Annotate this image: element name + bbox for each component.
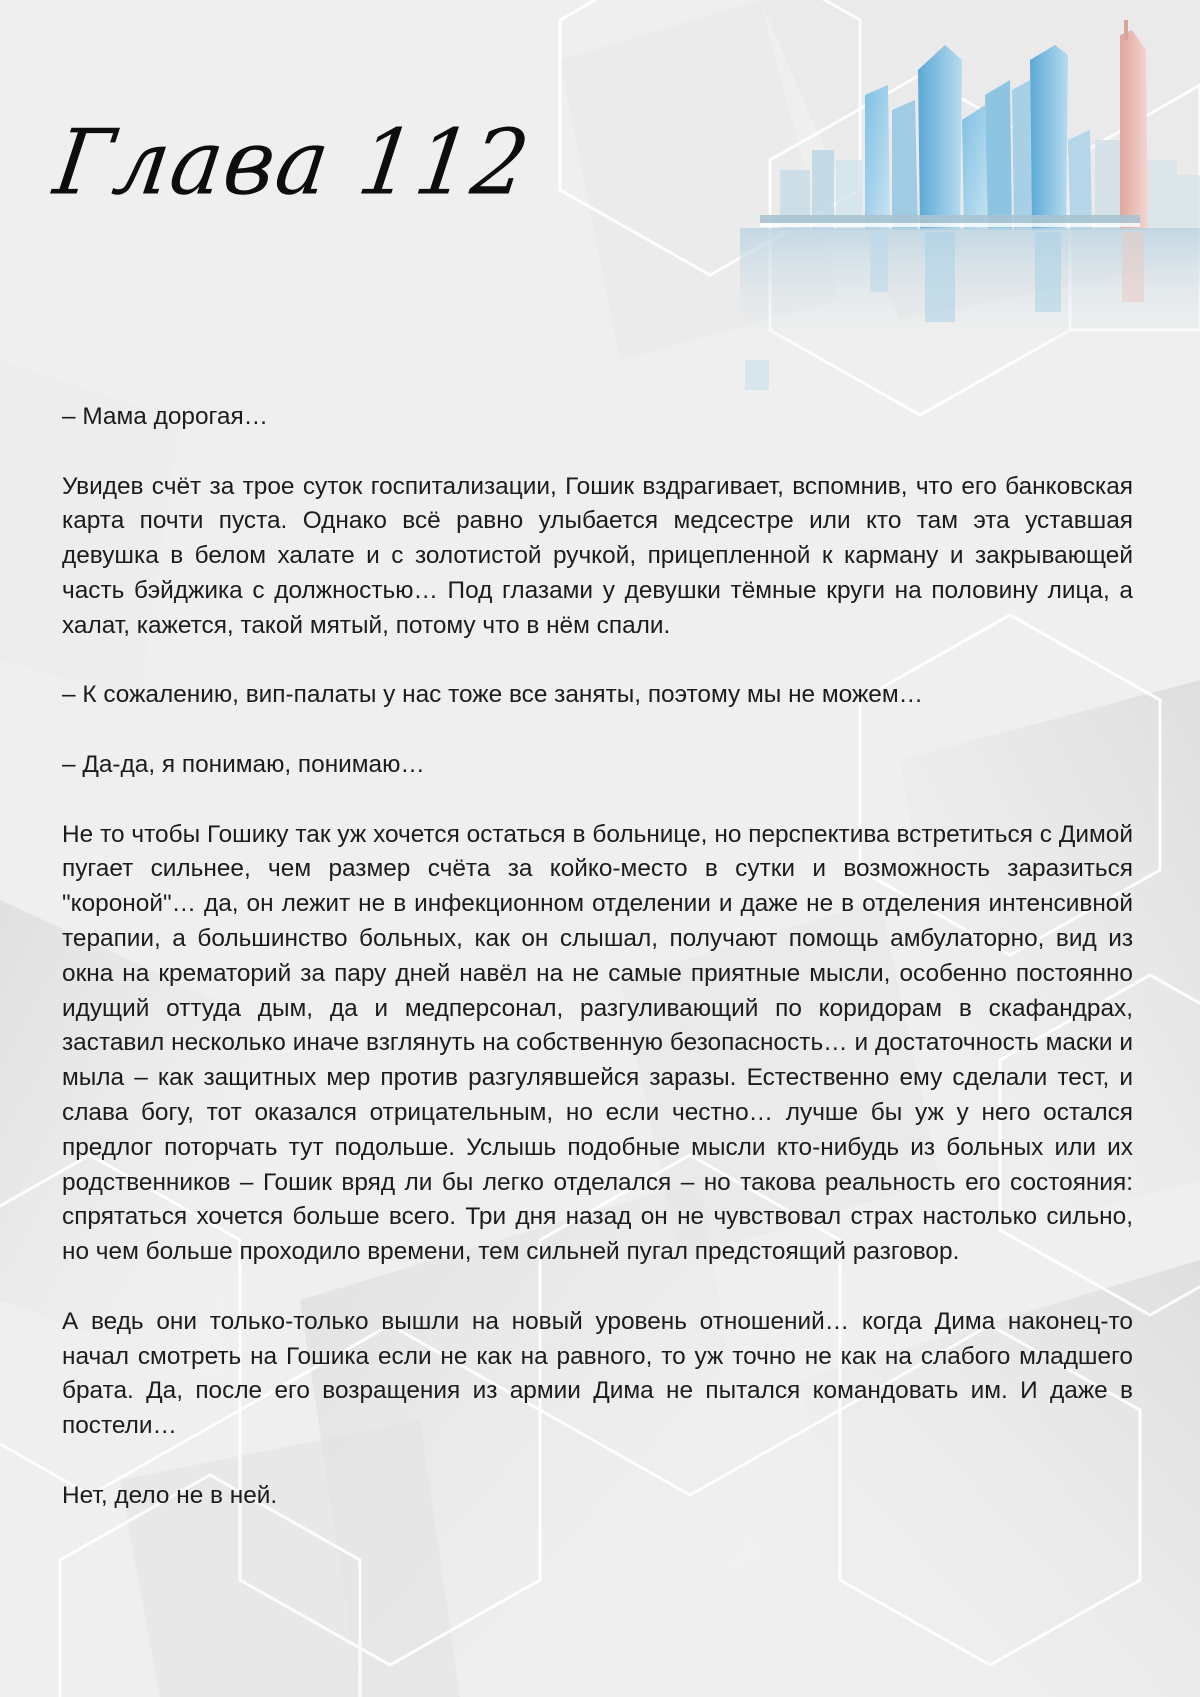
chapter-body bbox=[62, 400, 1133, 1514]
paragraph: – Мама дорогая… bbox=[62, 403, 269, 430]
paragraph: Увидев счёт за трое суток госпитализации, Гошик вздрагивает, вспомнив, что его банковская карта почти пуста. Однако всё равно улыбается медсестре или кто там эта уставшая девушка в белом халате и с золотистой ручкой, прицепленной к карману и закрывающей часть бэйджика с должностью… Под глазами у девушки тёмные круги на половину лица, а халат, кажется, такой мятый, потому что в нём спали. bbox=[62, 472, 1133, 639]
paragraph: Нет, дело не в ней. bbox=[62, 1481, 278, 1509]
paragraph: А ведь они только-только вышли на новый уровень отношений… когда Дима наконец-то начал смотреть на Гошика если не как на равного, то уж точно не как на слабого младшего брата. Да, после его возращения из армии Дима не пытался командовать им. И даже в постели… bbox=[62, 1307, 1133, 1440]
chapter-title: Глава 112 bbox=[48, 110, 537, 216]
paragraph: Не то чтобы Гошику так уж хочется остаться в больнице, но перспектива встретиться с Димой пугает сильнее, чем размер счёта за койко-место в сутки и возможность заразиться "короной"… да, он лежит не в инфекционном отделении и даже не в отделения интенсивной терапии, а большинство больных, как он слышал, получают помощь амбулаторно, вид из окна на крематорий за пару дней навёл на не самые приятные мысли, особенно постоянно идущий оттуда дым, да и медперсонал, разгуливающий по коридорам в скафандрах, заставил несколько иначе взглянуть на собственную безопасность… и достаточность маски и мыла – как защитных мер против разгулявшейся заразы. Естественно ему сделали тест, и слава богу, тот оказался отрицательным, но если честно… лучше бы уж у него остался предлог поторчать тут подольше. Услышь подобные мысли кто-нибудь из больных или их родственников – Гошик вряд ли бы легко отделался – но такова реальность его состояния: спрятаться хочется больше всего. Три дня назад он не чувствовал страх настолько сильно, но чем больше проходило времени, тем сильней пугал предстоящий разговор. bbox=[62, 820, 1133, 1266]
paragraph: – К сожалению, вип-палаты у нас тоже все заняты, поэтому мы не можем… bbox=[62, 681, 923, 709]
paragraph: – Да-да, я понимаю, понимаю… bbox=[62, 750, 425, 778]
